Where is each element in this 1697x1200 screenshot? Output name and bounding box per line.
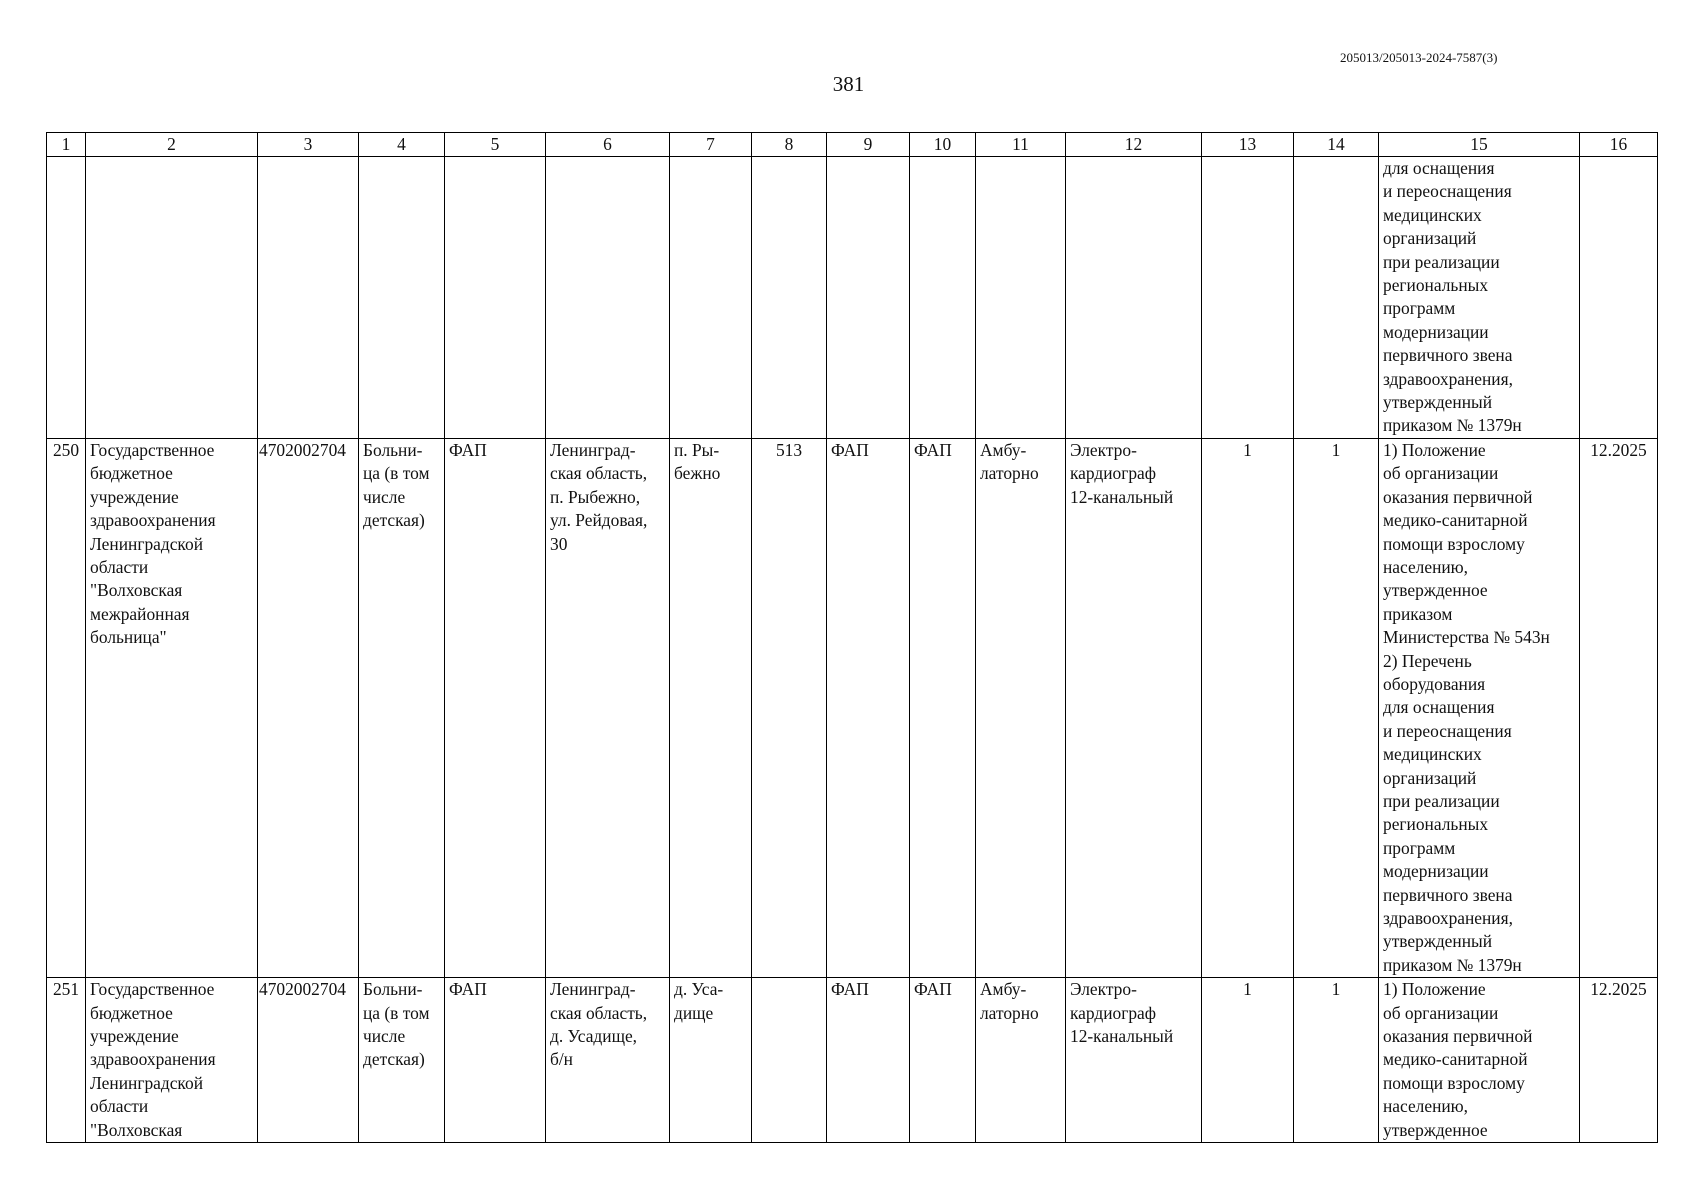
data-table xyxy=(46,132,1658,1143)
column-header: 4 xyxy=(359,133,445,157)
quantity-cell: 1 xyxy=(1294,978,1379,1143)
column-header: 5 xyxy=(445,133,546,157)
quantity-cell: 1 xyxy=(1202,978,1294,1143)
empty-cell xyxy=(86,157,258,439)
department-cell: ФАП xyxy=(910,438,976,977)
organization-cell: Государственное бюджетное учреждение здравоохранения Ленинградской области "Волховская xyxy=(86,978,258,1143)
column-header: 7 xyxy=(670,133,752,157)
quantity-cell: 1 xyxy=(1294,438,1379,977)
empty-cell xyxy=(1066,157,1202,439)
column-header: 2 xyxy=(86,133,258,157)
equipment-cell: Электро- кардиограф 12-канальный xyxy=(1066,438,1202,977)
legal-basis-cell: для оснащения и переоснащения медицинских организаций при реализации региональных программ модернизации первичного звена здравоохранения, утвержденный приказом № 1379н xyxy=(1379,157,1580,439)
column-header: 13 xyxy=(1202,133,1294,157)
equipment-cell: Электро- кардиограф 12-канальный xyxy=(1066,978,1202,1143)
inn-cell: 4702002704 xyxy=(258,978,359,1143)
column-header: 6 xyxy=(546,133,670,157)
table-row-continuation xyxy=(47,157,1658,439)
inn-cell: 4702002704 xyxy=(258,438,359,977)
row-number-cell: 250 xyxy=(47,438,86,977)
column-header: 11 xyxy=(976,133,1066,157)
address-cell: Ленинград- ская область, д. Усадище, б/н xyxy=(546,978,670,1143)
legal-basis-cell: 1) Положение об организации оказания первичной медико-санитарной помощи взрослому населению, утвержденное xyxy=(1379,978,1580,1143)
column-header: 16 xyxy=(1580,133,1658,157)
unit-type-cell: ФАП xyxy=(445,438,546,977)
page-number: 381 xyxy=(832,72,865,96)
legal-basis-cell: 1) Положение об организации оказания первичной медико-санитарной помощи взрослому населению, утвержденное приказом Министерства № 543н 2) Перечень оборудования для оснащения и переоснащения медицинских организаций при реализации региональных программ модернизации первичного звена здравоохранения, утвержденный приказом № 1379н xyxy=(1379,438,1580,977)
quantity-cell: 1 xyxy=(1202,438,1294,977)
unit-type-cell: ФАП xyxy=(445,978,546,1143)
settlement-cell: п. Ры- бежно xyxy=(670,438,752,977)
empty-cell xyxy=(827,157,910,439)
document-id: 205013/205013-2024-7587(3) xyxy=(1340,50,1498,65)
column-header: 12 xyxy=(1066,133,1202,157)
care-condition-cell: Амбу- латорно xyxy=(976,978,1066,1143)
empty-cell xyxy=(258,157,359,439)
care-condition-cell: Амбу- латорно xyxy=(976,438,1066,977)
empty-cell xyxy=(359,157,445,439)
empty-cell xyxy=(1202,157,1294,439)
row-number-cell: 251 xyxy=(47,978,86,1143)
organization-cell: Государственное бюджетное учреждение здравоохранения Ленинградской области "Волховская межрайонная больница" xyxy=(86,438,258,977)
empty-cell xyxy=(670,157,752,439)
column-number-row xyxy=(47,133,1658,157)
column-header: 14 xyxy=(1294,133,1379,157)
facility-type-cell: Больни- ца (в том числе детская) xyxy=(359,978,445,1143)
table-row xyxy=(47,978,1658,1143)
date-cell: 12.2025 xyxy=(1580,438,1658,977)
empty-cell xyxy=(47,157,86,439)
population-cell: 513 xyxy=(752,438,827,977)
empty-cell xyxy=(546,157,670,439)
empty-cell xyxy=(1294,157,1379,439)
column-header: 3 xyxy=(258,133,359,157)
empty-cell xyxy=(976,157,1066,439)
date-cell: 12.2025 xyxy=(1580,978,1658,1143)
facility-type-cell: Больни- ца (в том числе детская) xyxy=(359,438,445,977)
unit-cell: ФАП xyxy=(827,438,910,977)
column-header: 8 xyxy=(752,133,827,157)
column-header: 10 xyxy=(910,133,976,157)
column-header: 9 xyxy=(827,133,910,157)
table-row xyxy=(47,438,1658,977)
unit-cell: ФАП xyxy=(827,978,910,1143)
column-header: 1 xyxy=(47,133,86,157)
empty-cell xyxy=(752,157,827,439)
population-cell xyxy=(752,978,827,1143)
empty-cell xyxy=(910,157,976,439)
settlement-cell: д. Уса- дище xyxy=(670,978,752,1143)
empty-cell xyxy=(445,157,546,439)
empty-cell xyxy=(1580,157,1658,439)
address-cell: Ленинград- ская область, п. Рыбежно, ул. Рейдовая, 30 xyxy=(546,438,670,977)
column-header: 15 xyxy=(1379,133,1580,157)
department-cell: ФАП xyxy=(910,978,976,1143)
